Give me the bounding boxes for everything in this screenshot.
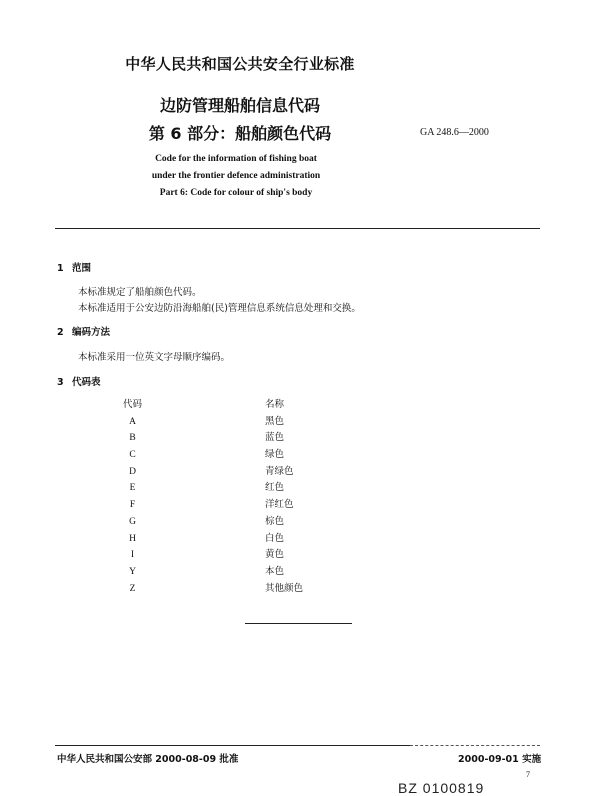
section-2-heading (57, 324, 110, 338)
footer-divider (55, 745, 410, 746)
document-part-title: 第 6 部分：船舶颜色代码 (148, 124, 332, 143)
table-header-row (110, 397, 350, 414)
name-cell: 本色 (265, 565, 285, 577)
section-1-paragraph-1: 本标准规定了船舶颜色代码。 (78, 287, 202, 298)
code-cell: B (129, 433, 136, 444)
table-row (110, 414, 350, 431)
english-title-line-3: Part 6: Code for colour of ship's body (159, 188, 313, 198)
table-row (110, 497, 350, 514)
end-of-text-rule (245, 623, 352, 624)
english-title-line-1: Code for the information of fishing boat (155, 154, 317, 164)
code-cell: G (129, 516, 136, 527)
code-cell: E (129, 483, 136, 494)
code-cell: D (129, 466, 136, 477)
section-2-paragraph-1: 本标准采用一位英文字母顺序编码。 (78, 352, 231, 363)
table-row (110, 547, 350, 564)
name-cell: 红色 (265, 482, 285, 494)
name-cell: 黑色 (265, 415, 285, 427)
section-1-paragraph-2: 本标准适用于公安边防沿海船舶(民)管理信息系统信息处理和交换。 (78, 303, 361, 314)
name-cell: 白色 (265, 532, 285, 544)
english-title-line-2: under the frontier defence administration (151, 171, 321, 181)
name-cell: 黄色 (265, 549, 285, 561)
section-1-heading (57, 260, 91, 274)
archive-stamp-number: BZ 0100819 (398, 780, 485, 796)
code-column-header: 代码 (122, 399, 142, 410)
section-number: 1 (57, 263, 64, 274)
name-cell: 其他颜色 (265, 582, 304, 594)
code-cell: A (129, 416, 136, 427)
table-row (110, 464, 350, 481)
code-cell: I (130, 550, 135, 561)
section-title: 范围 (72, 263, 92, 274)
table-row (110, 514, 350, 531)
standard-number: GA 248.6—2000 (420, 127, 489, 138)
approval-statement: 中华人民共和国公安部 2000-08-09 批准 (57, 754, 239, 765)
code-cell: Y (129, 566, 136, 577)
section-title: 代码表 (72, 377, 101, 388)
code-cell: F (129, 500, 136, 511)
name-cell: 青绿色 (265, 465, 294, 477)
code-cell: Z (129, 583, 136, 594)
name-cell: 绿色 (265, 449, 285, 461)
section-title: 编码方法 (72, 327, 111, 338)
footer-divider-dashed (410, 745, 540, 746)
page-number: 7 (526, 770, 530, 779)
code-cell: H (129, 533, 136, 544)
table-row (110, 480, 350, 497)
table-row (110, 581, 350, 598)
header-divider (55, 228, 540, 229)
table-row (110, 531, 350, 548)
document-title: 边防管理船舶信息代码 (159, 96, 320, 115)
code-cell: C (129, 450, 136, 461)
section-number: 3 (57, 377, 64, 388)
standard-category-header: 中华人民共和国公共安全行业标准 (125, 55, 355, 73)
table-row (110, 430, 350, 447)
name-cell: 棕色 (265, 515, 285, 527)
color-code-table (110, 397, 350, 597)
name-cell: 蓝色 (265, 432, 285, 444)
table-row (110, 564, 350, 581)
implementation-date: 2000-09-01 实施 (458, 754, 542, 765)
name-cell: 洋红色 (265, 499, 294, 511)
table-row (110, 447, 350, 464)
name-column-header: 名称 (265, 399, 285, 410)
section-3-heading (57, 374, 101, 388)
section-number: 2 (57, 327, 64, 338)
